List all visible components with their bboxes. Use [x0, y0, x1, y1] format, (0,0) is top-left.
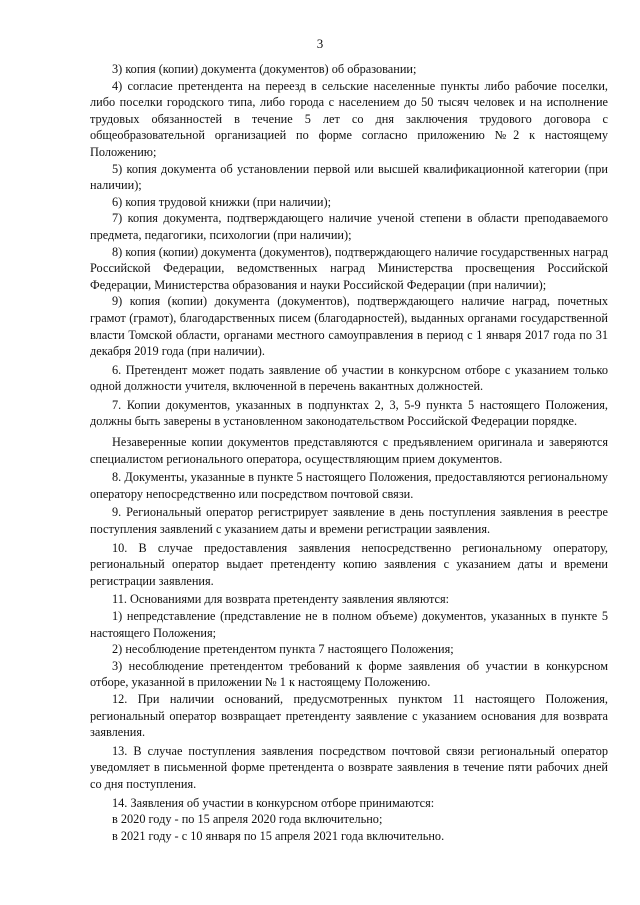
paragraph: 6. Претендент может подать заявление об участии в конкурсном отборе с указанием только одной должности учителя, включенной в перечень вакантных должностей. [90, 362, 608, 394]
paragraph: 10. В случае предоставления заявления непосредственно региональному оператору, региональный оператор выдает претенденту копию заявления с указанием даты и времени регистрации заявления. [90, 540, 608, 588]
document-body [90, 61, 608, 844]
paragraph: 3) несоблюдение претендентом требований к форме заявления об участии в конкурсном отборе, указанной в приложении № 1 к настоящему Положению. [90, 658, 608, 690]
paragraph: 9. Региональный оператор регистрирует заявление в день поступления заявления в реестре поступления заявлений с указанием даты и времени регистрации заявления. [90, 505, 608, 537]
paragraph: 12. При наличии оснований, предусмотренных пунктом 11 настоящего Положения, региональный оператор возвращает претенденту заявление с указанием основания для возврата заявления. [90, 691, 608, 740]
paragraph: Незаверенные копии документов представляются с предъявлением оригинала и заверяются специалистом регионального оператора, осуществляющим прием документов. [90, 435, 608, 466]
paragraph: 9) копия (копии) документа (документов), подтверждающего наличие наград, почетных грамот (грамот), благодарственных писем (благодарностей), выданных органами государственной власти Томской области, органами местного самоуправления в период с 1 января 2017 года по 31 декабря 2019 года (при наличии). [90, 294, 608, 359]
paragraph: 3) копия (копии) документа (документов) об образовании; [112, 62, 417, 76]
paragraph: в 2021 году - с 10 января по 15 апреля 2021 года включительно. [112, 828, 445, 843]
paragraph: 6) копия трудовой книжки (при наличии); [112, 194, 331, 209]
paragraph: в 2020 году - по 15 апреля 2020 года включительно; [112, 812, 383, 827]
paragraph: 14. Заявления об участии в конкурсном отборе принимаются: [112, 795, 435, 810]
paragraph: 7. Копии документов, указанных в подпунктах 2, 3, 5-9 пункта 5 настоящего Положения, должны быть заверены в установленном законодательством Российской Федерации порядке. [90, 397, 608, 429]
paragraph: 8. Документы, указанные в пункте 5 настоящего Положения, предоставляются региональному оператору непосредственно или посредством почтовой связи. [90, 470, 608, 501]
paragraph: 7) копия документа, подтверждающего наличие ученой степени в области преподаваемого предмета, педагогики, психологии (при наличии); [90, 211, 608, 242]
paragraph: 5) копия документа об установлении первой или высшей квалификационной категории (при наличии); [90, 161, 608, 193]
paragraph: 1) непредставление (представление не в полном объеме) документов, указанных в пункте 5 настоящего Положения; [90, 609, 608, 640]
paragraph: 11. Основаниями для возврата претенденту заявления являются: [112, 592, 450, 607]
paragraph: 2) несоблюдение претендентом пункта 7 настоящего Положения; [112, 642, 454, 657]
paragraph: 13. В случае поступления заявления посредством почтовой связи региональный оператор уведомляет в письменной форме претендента о возврате заявления в течение пяти рабочих дней со дня поступления. [90, 743, 608, 791]
paragraph: 8) копия (копии) документа (документов), подтверждающего наличие государственных наград Российской Федерации, ведомственных наград Министерства просвещения Российской Федерации, Министерства образования и науки Российской Федерации (при наличии); [90, 244, 608, 292]
page-number: 3 [316, 36, 324, 51]
paragraph: 4) согласие претендента на переезд в сельские населенные пункты либо рабочие поселки, либо поселки городского типа, либо города с населением до 50 тысяч человек и на исполнение трудовых обязанностей в течение 5 лет со дня заключения трудового договора с общеобразовательной организацией по форме согласно приложению №2 к настоящему Положению; [90, 78, 608, 159]
